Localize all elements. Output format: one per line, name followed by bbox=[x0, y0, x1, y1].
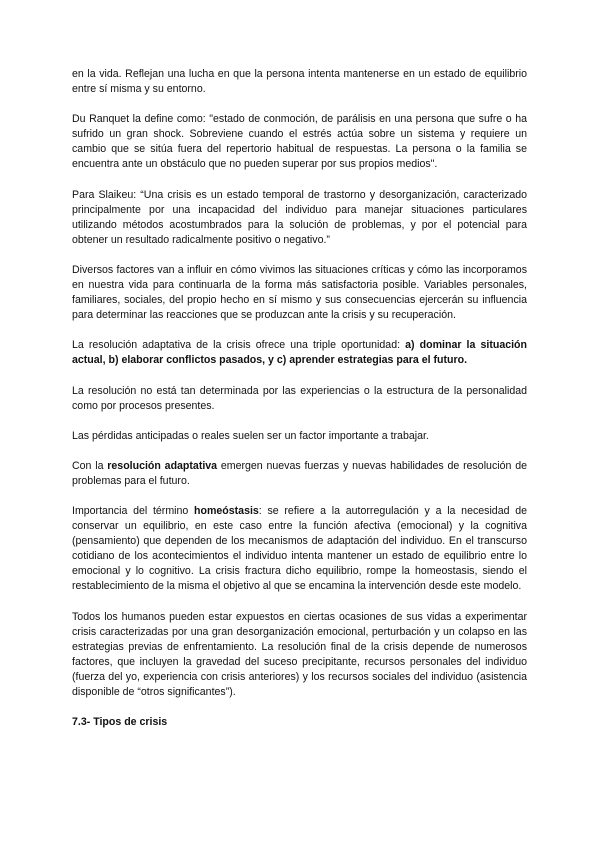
paragraph-du-ranquet: Du Ranquet la define como: "estado de conmoción, de parálisis en una persona que sufre o ha sufrido un gran shock. Sobreviene cuando el estrés actúa sobre un sistema y requiere un cambio que se sitúa fuera del repertorio habitual de respuestas. La persona o la familia se encuentra ante un obstáculo que no pueden superar por sus propios medios". bbox=[72, 113, 527, 171]
resolucion-oportunidades: a) dominar la situación actual, b) elaborar conflictos pasados, y c) aprender estrategias para el futuro. bbox=[72, 339, 527, 367]
nuevas-fuerzas-tail: emergen nuevas fuerzas y nuevas habilidades de resolución de problemas para el futuro. bbox=[72, 459, 527, 487]
resolucion-lead: La resolución adaptativa de la crisis ofrece una triple oportunidad: bbox=[72, 339, 406, 352]
nuevas-fuerzas-lead: Con la bbox=[72, 459, 108, 472]
document-page bbox=[72, 67, 527, 730]
paragraph-resolucion-procesos: La resolución no está tan determinada por las experiencias o la estructura de la personalidad como por procesos presentes. bbox=[72, 384, 527, 412]
homeostasis-lead: Importancia del término bbox=[72, 504, 195, 517]
homeostasis-tail: : se refiere a la autorregulación y a la necesidad de conservar un equilibrio, en este caso entre la función afectiva (emocional) y la cognitiva (pensamiento) que dependen de los mecanismos de adaptación del individuo. En el transcurso cotidiano de los acontecimientos el individuo intenta mantener un estado de equilibrio entre lo emocional y lo cognitivo. La crisis fractura dicho equilibrio, rompe la homeostasis, siendo el restablecimiento de la misma el objetivo al que se encamina la intervención desde este modelo. bbox=[72, 504, 528, 593]
term-homeostasis: homeóstasis bbox=[194, 504, 259, 517]
paragraph-perdidas: Las pérdidas anticipadas o reales suelen ser un factor importante a trabajar. bbox=[72, 429, 429, 442]
paragraph-equilibrio: en la vida. Reflejan una lucha en que la persona intenta mantenerse en un estado de equilibrio entre sí misma y su entorno. bbox=[72, 68, 527, 96]
paragraph-slaikeu: Para Slaikeu: “Una crisis es un estado temporal de trastorno y desorganización, caracterizado principalmente por una incapacidad del individuo para manejar situaciones particulares utilizando métodos acostumbrados para la solución de problemas, y por el potencial para obtener un resultado radicalmente positivo o negativo.” bbox=[72, 188, 527, 246]
term-resolucion-adaptativa: resolución adaptativa bbox=[107, 459, 218, 472]
section-heading-tipos-de-crisis: 7.3- Tipos de crisis bbox=[72, 716, 168, 729]
paragraph-factores: Diversos factores van a influir en cómo vivimos las situaciones críticas y cómo las incorporamos en nuestra vida para continuarla de la forma más satisfactoria posible. Variables personales, familiares, sociales, del propio hecho en sí mismo y sus consecuencias ejercerán su influencia para determinar las reacciones que se produzcan ante la crisis y su recuperación. bbox=[72, 263, 527, 322]
paragraph-nuevas-fuerzas bbox=[72, 459, 527, 489]
paragraph-resolucion-adaptativa bbox=[72, 338, 527, 368]
paragraph-humanos-expuestos: Todos los humanos pueden estar expuestos en ciertas ocasiones de sus vidas a experimentar crisis caracterizadas por una gran desorganización emocional, perturbación y un colapso en las estrategias previas de enfrentamiento. La resolución final de la crisis depende de numerosos factores, que incluyen la gravedad del suceso precipitante, recursos personales del individuo (fuerza del yo, experiencia con crisis anteriores) y los recursos sociales del individuo (asistencia disponible de “otros significantes”). bbox=[72, 610, 527, 698]
paragraph-homeostasis bbox=[72, 504, 527, 595]
